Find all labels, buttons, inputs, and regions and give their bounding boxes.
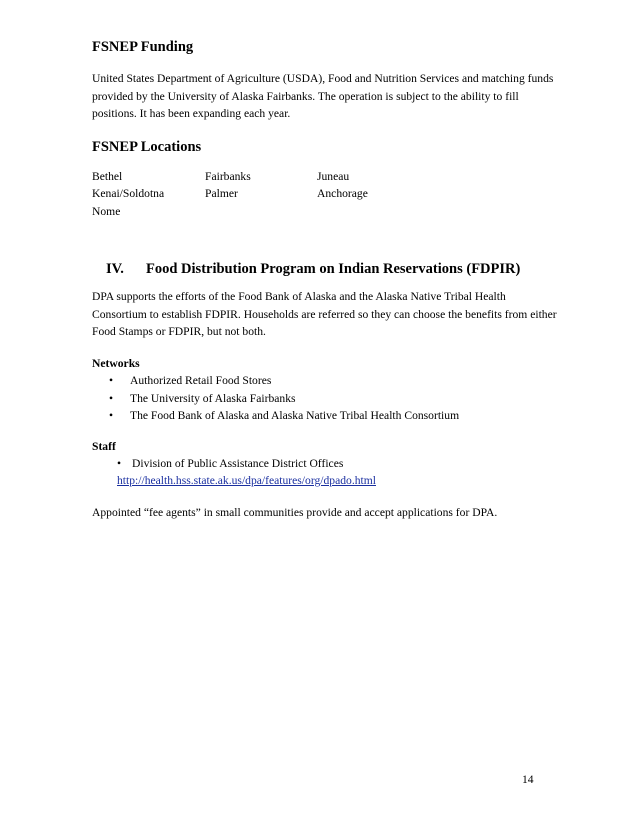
- bullet-icon: •: [109, 391, 114, 405]
- bullet-icon: •: [117, 457, 122, 470]
- location-cell: Bethel: [92, 169, 123, 183]
- location-cell: Palmer: [205, 187, 238, 200]
- section-number: IV.: [106, 261, 124, 277]
- section-title-text: Food Distribution Program on Indian Reservations (FDPIR): [146, 261, 521, 277]
- location-cell: Kenai/Soldotna: [92, 187, 165, 200]
- list-item-text: Authorized Retail Food Stores: [130, 374, 272, 387]
- bullet-icon: •: [109, 374, 114, 387]
- location-cell: Anchorage: [317, 187, 368, 200]
- location-cell: [205, 203, 317, 221]
- staff-label: Staff: [92, 439, 116, 453]
- location-cell: Juneau: [317, 169, 350, 183]
- networks-label: Networks: [92, 356, 140, 370]
- staff-list: [92, 455, 562, 473]
- list-item: [92, 455, 562, 473]
- locations-table: [92, 168, 562, 221]
- locations-heading: FSNEP Locations: [92, 138, 202, 155]
- list-item: [92, 390, 562, 408]
- page-number: 14: [522, 773, 534, 786]
- networks-list: [92, 372, 562, 425]
- fdpir-paragraph: DPA supports the efforts of the Food Bank of Alaska and the Alaska Native Tribal Health Consortium to establish FDPIR. Households are referred so they can choose the benefits from either Food Stamps or FDPIR, but not both.: [92, 290, 557, 338]
- list-item-text: The University of Alaska Fairbanks: [130, 391, 296, 405]
- location-cell: [317, 203, 467, 221]
- list-item-text: The Food Bank of Alaska and Alaska Native Tribal Health Consortium: [130, 409, 460, 422]
- location-cell: Fairbanks: [205, 169, 251, 183]
- closing-paragraph: Appointed “fee agents” in small communities provide and accept applications for DPA.: [92, 505, 498, 519]
- section-4-title: [92, 260, 562, 278]
- document-page: [92, 38, 562, 521]
- list-item: [92, 407, 562, 425]
- funding-heading: FSNEP Funding: [92, 39, 194, 55]
- list-item-text: Division of Public Assistance District Offices: [132, 457, 344, 470]
- bullet-icon: •: [109, 409, 114, 422]
- location-cell: Nome: [92, 204, 121, 218]
- list-item: [92, 372, 562, 390]
- dpa-offices-link[interactable]: http://health.hss.state.ak.us/dpa/features/org/dpado.html: [117, 473, 376, 487]
- funding-paragraph: United States Department of Agriculture (USDA), Food and Nutrition Services and matching funds provided by the University of Alaska Fairbanks. The operation is subject to the ability to fill positions. It has been expanding each year.: [92, 72, 554, 120]
